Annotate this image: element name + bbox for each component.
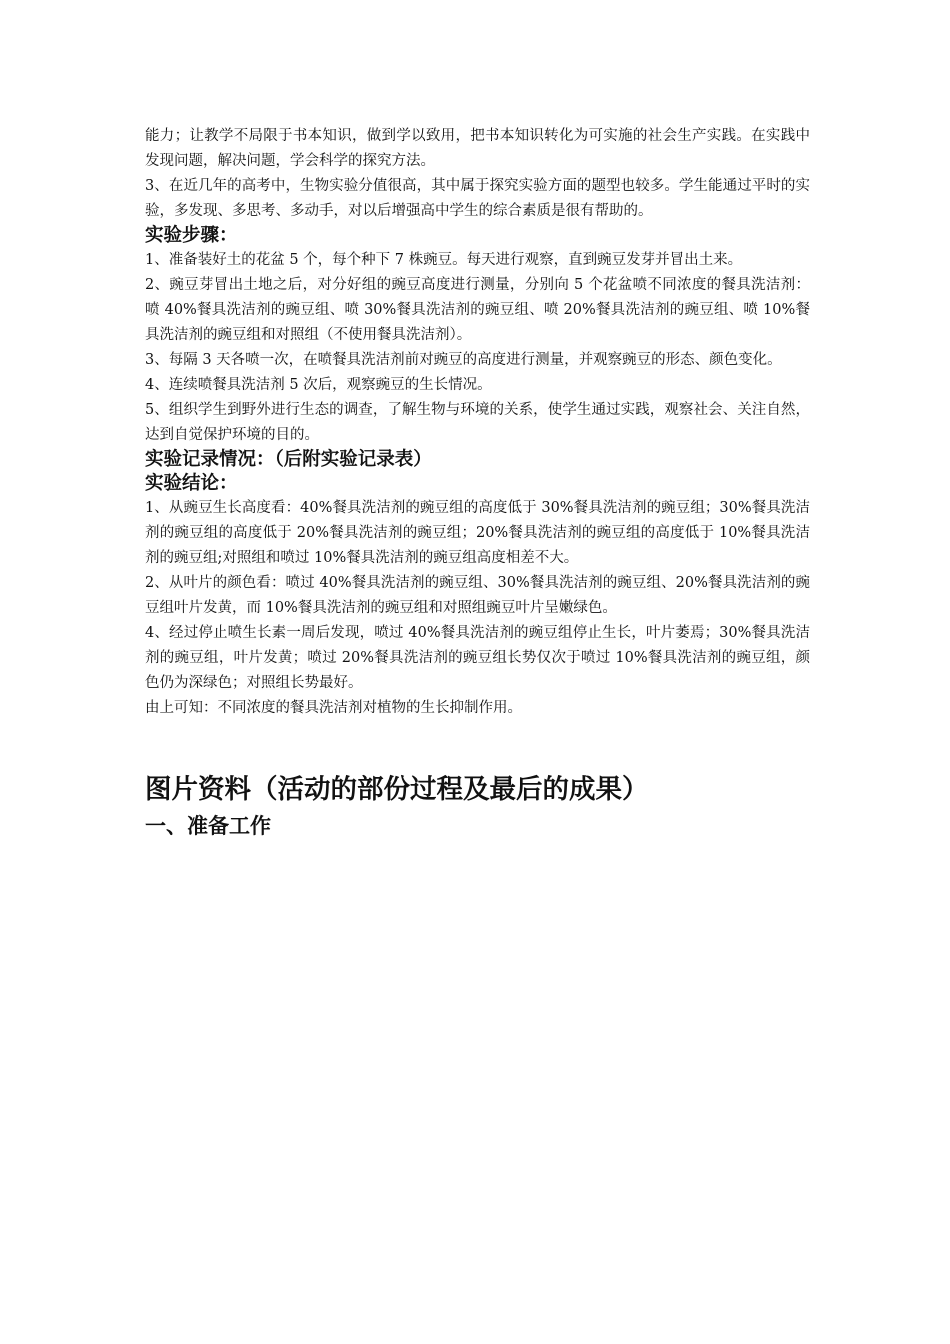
- conclusion-heading: 实验结论：: [145, 473, 238, 494]
- steps-heading: 实验步骤：: [145, 225, 238, 246]
- conclusion-summary: 由上可知：不同浓度的餐具洗洁剂对植物的生长抑制作用。: [145, 700, 522, 716]
- conclusion-item: 4、经过停止喷生长素一周后发现，喷过 40%餐具洗洁剂的豌豆组停止生长，叶片萎焉；30%餐具洗洁剂的豌豆组，叶片发黄；喷过 20%餐具洗洁剂的豌豆组长势仅次于喷过 10%餐具洗洁剂的豌豆组，颜色仍为深绿色；对照组长势最好。: [145, 625, 810, 691]
- step-item: 4、连续喷餐具洗洁剂 5 次后，观察豌豆的生长情况。: [145, 377, 492, 393]
- section-gap: [145, 721, 810, 771]
- intro-paragraph: 能力；让教学不局限于书本知识，做到学以致用，把书本知识转化为可实施的社会生产实践。在实践中发现问题，解决问题，学会科学的探究方法。: [145, 128, 810, 169]
- conclusion-item: 1、从豌豆生长高度看：40%餐具洗洁剂的豌豆组的高度低于 30%餐具洗洁剂的豌豆组；30%餐具洗洁剂的豌豆组的高度低于 20%餐具洗洁剂的豌豆组；20%餐具洗洁剂的豌豆组的高度低于 10%餐具洗洁剂的豌豆组;对照组和喷过 10%餐具洗洁剂的豌豆组高度相差不大。: [145, 500, 810, 566]
- document-page: [145, 124, 810, 843]
- record-heading: 实验记录情况：（后附实验记录表）: [145, 449, 432, 470]
- step-item: 2、豌豆芽冒出土地之后，对分好组的豌豆高度进行测量，分别向 5 个花盆喷不同浓度的餐具洗洁剂：喷 40%餐具洗洁剂的豌豆组、喷 30%餐具洗洁剂的豌豆组、喷 20%餐具洗洁剂的豌豆组、喷 10%餐具洗洁剂的豌豆组和对照组（不使用餐具洗洁剂）。: [145, 277, 810, 343]
- pictures-subheading: 一、准备工作: [145, 814, 271, 838]
- step-item: 5、组织学生到野外进行生态的调查，了解生物与环境的关系，使学生通过实践，观察社会、关注自然，达到自觉保护环境的目的。: [145, 402, 810, 443]
- step-item: 3、每隔 3 天各喷一次，在喷餐具洗洁剂前对豌豆的高度进行测量，并观察豌豆的形态、颜色变化。: [145, 352, 782, 368]
- intro-paragraph: 3、在近几年的高考中，生物实验分值很高，其中属于探究实验方面的题型也较多。学生能通过平时的实验，多发现、多思考、多动手，对以后增强高中学生的综合素质是很有帮助的。: [145, 178, 810, 219]
- conclusion-item: 2、从叶片的颜色看：喷过 40%餐具洗洁剂的豌豆组、30%餐具洗洁剂的豌豆组、20%餐具洗洁剂的豌豆组叶片发黄，而 10%餐具洗洁剂的豌豆组和对照组豌豆叶片呈嫩绿色。: [145, 575, 810, 616]
- step-item: 1、准备装好土的花盆 5 个，每个种下 7 株豌豆。每天进行观察，直到豌豆发芽并冒出土来。: [145, 252, 743, 268]
- pictures-heading: 图片资料（活动的部份过程及最后的成果）: [145, 774, 649, 805]
